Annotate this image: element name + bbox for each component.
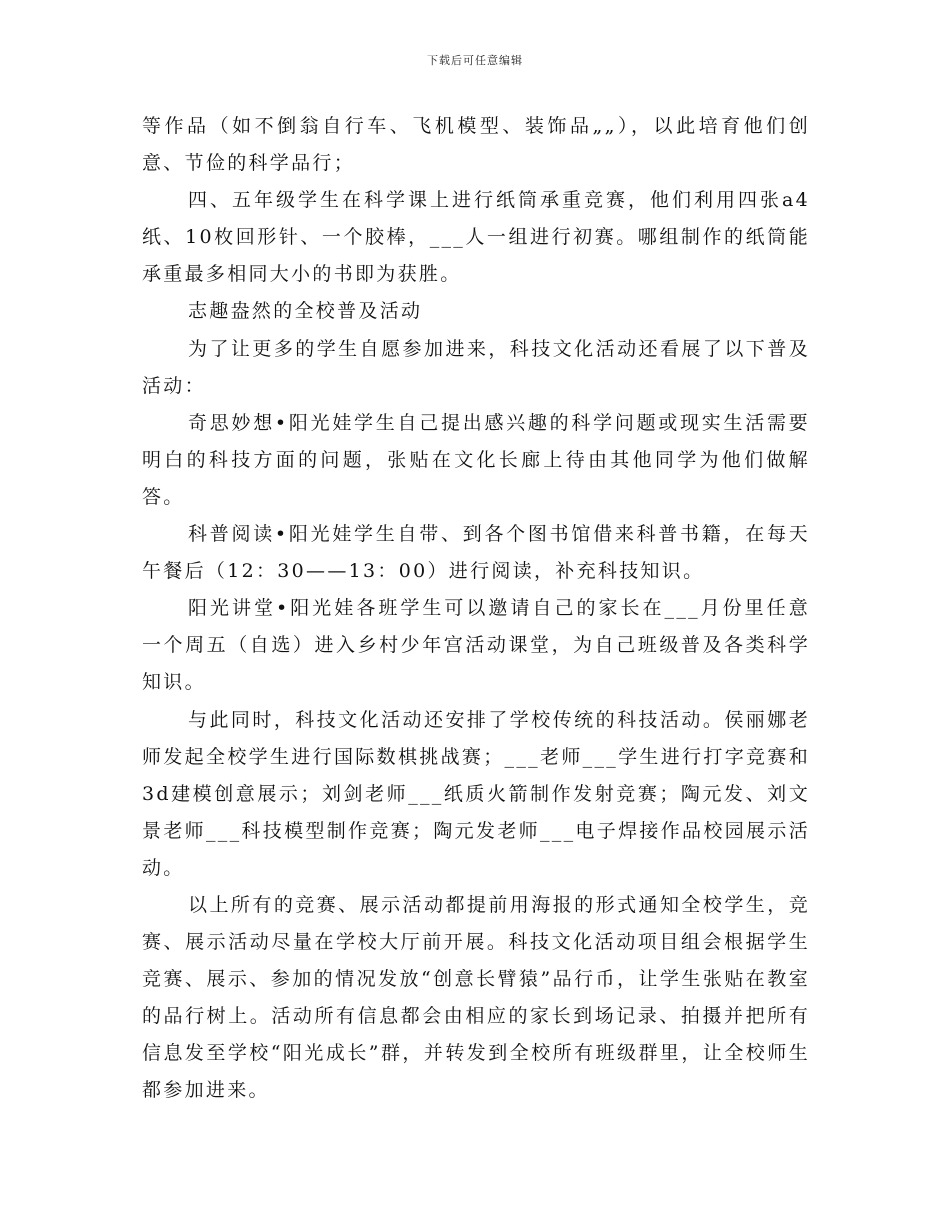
paragraph-yangguang-jiangtang: 阳光讲堂•阳光娃各班学生可以邀请自己的家长在___月份里任意一个周五（自选）进入乡村少年宫活动课堂，为自己班级普及各类科学知识。 <box>142 597 810 694</box>
paragraph-intro: 为了让更多的学生自愿参加进来，科技文化活动还看展了以下普及活动： <box>142 337 810 397</box>
paragraph-kepu-yuedu: 科普阅读•阳光娃学生自带、到各个图书馆借来科普书籍，在每天午餐后（12：30——13：00）进行阅读，补充科技知识。 <box>142 523 810 583</box>
document-body <box>142 108 810 1110</box>
paragraph-traditional-activities: 与此同时，科技文化活动还安排了学校传统的科技活动。侯丽娜老师发起全校学生进行国际数棋挑战赛；___老师___学生进行打字竞赛和3d建模创意展示；刘剑老师___纸质火箭制作发射竞赛；陶元发、刘文景老师___科技模型制作竞赛；陶元发老师___电子焊接作品校园展示活动。 <box>142 708 810 879</box>
paragraph-qisimiaoxiang: 奇思妙想•阳光娃学生自己提出感兴趣的科学问题或现实生活需要明白的科技方面的问题，张贴在文化长廊上待由其他同学为他们做解答。 <box>142 411 810 508</box>
page-header: 下载后可任意编辑 <box>427 54 523 67</box>
section-heading: 志趣盎然的全校普及活动 <box>188 300 423 323</box>
paragraph-continued: 等作品（如不倒翁自行车、飞机模型、装饰品„„），以此培育他们创意、节俭的科学品行； <box>142 115 810 175</box>
paragraph-posters-and-rewards: 以上所有的竞赛、展示活动都提前用海报的形式通知全校学生，竞赛、展示活动尽量在学校大厅前开展。科技文化活动项目组会根据学生竞赛、展示、参加的情况发放“创意长臂猿”品行币，让学生张贴在教室的品行树上。活动所有信息都会由相应的家长到场记录、拍摄并把所有信息发至学校“阳光成长”群，并转发到全校所有班级群里，让全校师生都参加进来。 <box>142 893 810 1102</box>
paragraph-paper-tube-contest: 四、五年级学生在科学课上进行纸筒承重竞赛，他们利用四张a4纸、10枚回形针、一个胶棒，___人一组进行初赛。哪组制作的纸筒能承重最多相同大小的书即为获胜。 <box>142 189 810 286</box>
